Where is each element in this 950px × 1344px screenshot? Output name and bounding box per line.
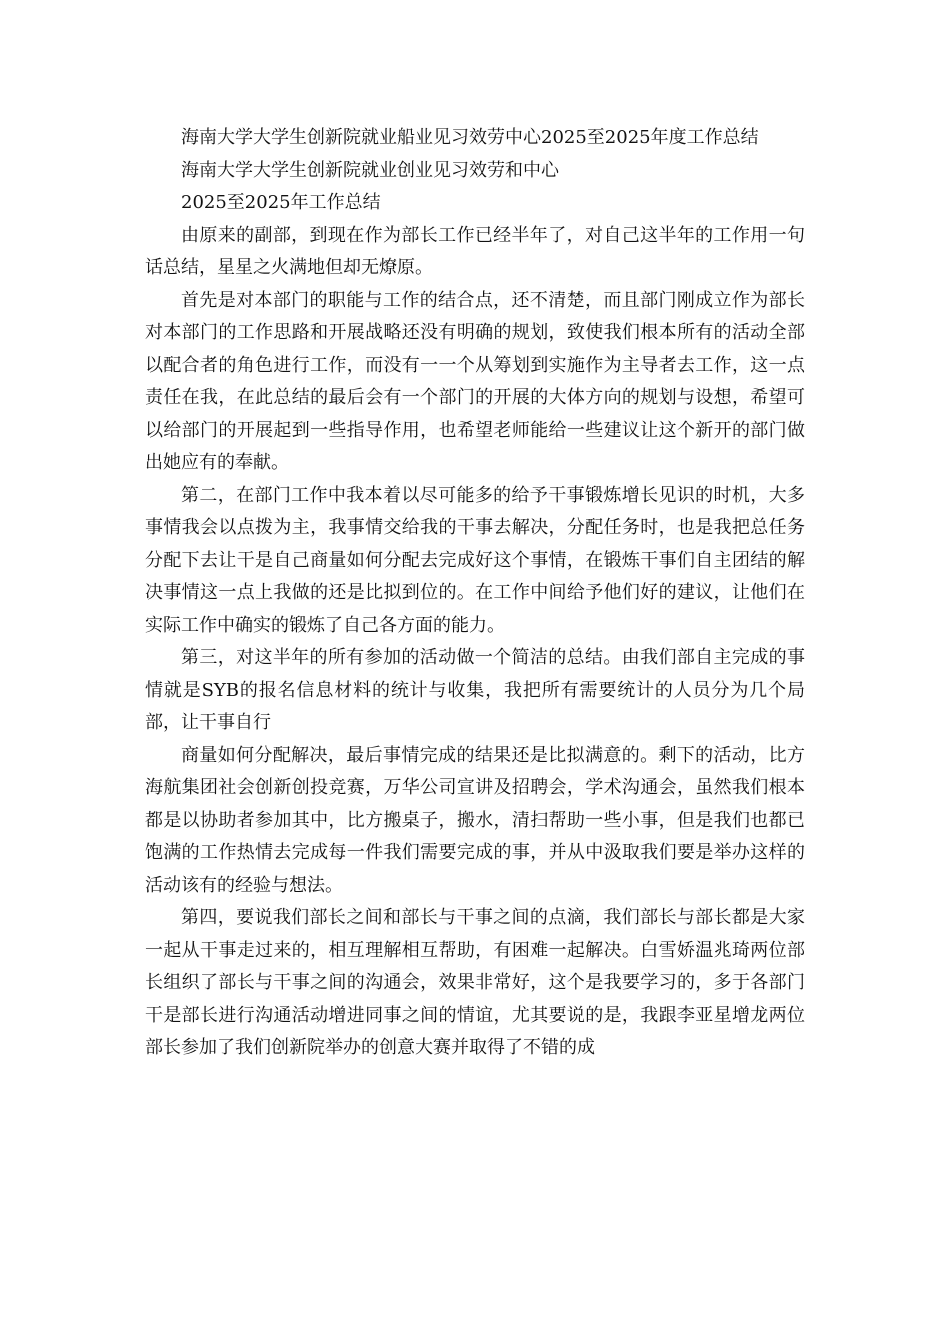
paragraph: 商量如何分配解决，最后事情完成的结果还是比拟满意的。剩下的活动，比方海航集团社会创新创投竞赛，万华公司宣讲及招聘会，学术沟通会，虽然我们根本都是以协助者参加其中，比方搬桌子，搬水，清扫帮助一些小事，但是我们也都已饱满的工作热情去完成每一件我们需要完成的事，并从中汲取我们要是举办这样的活动该有的经验与想法。 bbox=[145, 744, 805, 896]
paragraph: 由原来的副部，到现在作为部长工作已经半年了，对自己这半年的工作用一句话总结，星星之火满地但却无燎原。 bbox=[145, 224, 805, 278]
title-line-1: 海南大学大学生创新院就业船业见习效劳中心2025至2025年度工作总结 bbox=[181, 127, 759, 148]
title-line-2: 海南大学大学生创新院就业创业见习效劳和中心 bbox=[181, 159, 559, 181]
paragraph: 第三，对这半年的所有参加的活动做一个简洁的总结。由我们部自主完成的事情就是SYB的报名信息材料的统计与收集，我把所有需要统计的人员分为几个局部，让干事自行 bbox=[145, 647, 805, 733]
paragraph: 第四，要说我们部长之间和部长与干事之间的点滴，我们部长与部长都是大家一起从干事走过来的，相互理解相互帮助，有困难一起解决。白雪娇温兆琦两位部长组织了部长与干事之间的沟通会，效果非常好，这个是我要学习的，多于各部门干是部长进行沟通活动增进同事之间的情谊，尤其要说的是，我跟李亚星增龙两位部长参加了我们创新院举办的创意大赛并取得了不错的成 bbox=[145, 907, 805, 1058]
paragraph: 第二，在部门工作中我本着以尽可能多的给予干事锻炼增长见识的时机，大多事情我会以点拨为主，我事情交给我的干事去解决，分配任务时，也是我把总任务分配下去让干是自己商量如何分配去完成好这个事情，在锻炼干事们自主团结的解决事情这一点上我做的还是比拟到位的。在工作中间给予他们好的建议，让他们在实际工作中确实的锻炼了自己各方面的能力。 bbox=[145, 484, 805, 636]
paragraph: 首先是对本部门的职能与工作的结合点，还不清楚，而且部门刚成立作为部长对本部门的工作思路和开展战略还没有明确的规划，致使我们根本所有的活动全部以配合者的角色进行工作，而没有一一个从筹划到实施作为主导者去工作，这一点责任在我，在此总结的最后会有一个部门的开展的大体方向的规划与设想，希望可以给部门的开展起到一些指导作用，也希望老师能给一些建议让这个新开的部门做出她应有的奉献。 bbox=[145, 289, 805, 473]
document-body bbox=[145, 122, 805, 1065]
title-line-3: 2025至2025年工作总结 bbox=[181, 192, 381, 213]
